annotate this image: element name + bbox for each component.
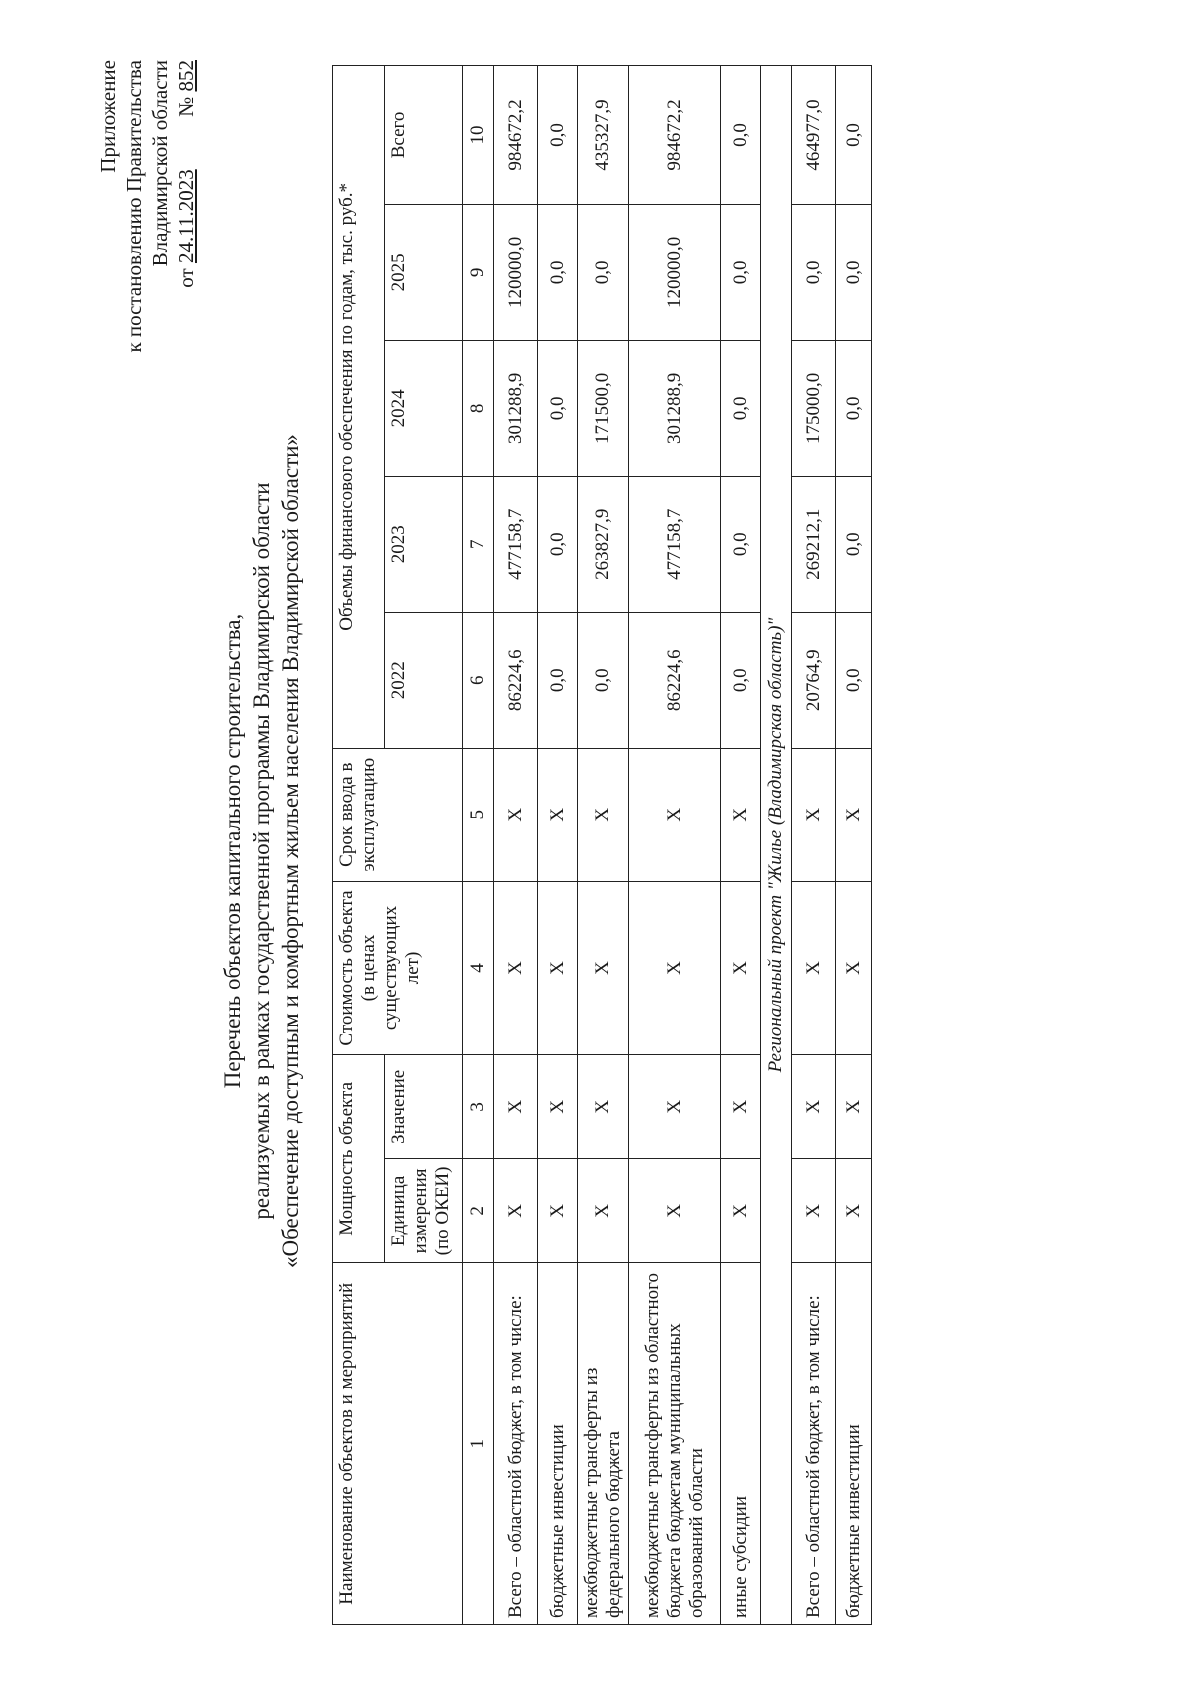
document-title: [218, 0, 305, 1702]
header-year-2025: 2025: [385, 204, 463, 340]
column-number: 4: [463, 881, 494, 1055]
cell-value: Х: [629, 1055, 721, 1159]
cell-2024: 301288,9: [494, 340, 538, 476]
cell-cost: Х: [792, 881, 836, 1055]
header-funding: Объемы финансового обеспечения по годам, тыс. руб.*: [333, 66, 385, 749]
cell-2024: 301288,9: [629, 340, 721, 476]
cell-unit: Х: [721, 1159, 761, 1263]
column-number: 10: [463, 66, 494, 205]
row-name: Всего – областной бюджет, в том числе:: [792, 1263, 836, 1625]
cell-unit: Х: [629, 1159, 721, 1263]
cell-unit: Х: [836, 1159, 872, 1263]
section-title: Региональный проект "Жилье (Владимирская область)": [761, 66, 792, 1625]
column-number: 9: [463, 204, 494, 340]
header-cost: Стоимость объекта (в ценах существующих лет): [333, 881, 463, 1055]
cell-2023: 477158,7: [494, 476, 538, 612]
cell-2024: 0,0: [721, 340, 761, 476]
appendix-line: к постановлению Правительства: [122, 60, 146, 353]
cell-2024: 171500,0: [578, 340, 629, 476]
cell-value: Х: [538, 1055, 578, 1159]
table-row: [721, 66, 761, 1625]
cell-unit: Х: [792, 1159, 836, 1263]
cell-total: 464977,0: [792, 66, 836, 205]
cell-cost: Х: [836, 881, 872, 1055]
table-row: [836, 66, 872, 1625]
number-label: №: [174, 96, 198, 117]
cell-2023: 0,0: [836, 476, 872, 612]
cell-2022: 0,0: [721, 612, 761, 748]
cell-term: Х: [494, 748, 538, 881]
appendix-date-line: [173, 60, 199, 353]
cell-term: Х: [629, 748, 721, 881]
column-number: 6: [463, 612, 494, 748]
cell-total: 0,0: [836, 66, 872, 205]
cell-cost: Х: [721, 881, 761, 1055]
cell-total: 0,0: [538, 66, 578, 205]
cell-2023: 269212,1: [792, 476, 836, 612]
table-row: [629, 66, 721, 1625]
header-capacity: Мощность объекта: [333, 1055, 385, 1263]
cell-2025: 0,0: [538, 204, 578, 340]
table-row: [792, 66, 836, 1625]
cell-2024: 0,0: [836, 340, 872, 476]
from-label: от: [174, 268, 198, 288]
cell-cost: Х: [538, 881, 578, 1055]
cell-value: Х: [721, 1055, 761, 1159]
header-year-2023: 2023: [385, 476, 463, 612]
row-name: бюджетные инвестиции: [836, 1263, 872, 1625]
cell-2023: 0,0: [721, 476, 761, 612]
row-name: иные субсидии: [721, 1263, 761, 1625]
cell-total: 984672,2: [494, 66, 538, 205]
row-name: бюджетные инвестиции: [538, 1263, 578, 1625]
row-name: межбюджетные трансферты из федерального бюджета: [578, 1263, 629, 1625]
cell-2023: 0,0: [538, 476, 578, 612]
header-total: Всего: [385, 66, 463, 205]
cell-2025: 0,0: [836, 204, 872, 340]
appendix-date: 24.11.2023: [174, 169, 198, 264]
cell-total: 435327,9: [578, 66, 629, 205]
header-name: Наименование объектов и мероприятий: [333, 1263, 463, 1625]
cell-value: Х: [494, 1055, 538, 1159]
cell-value: Х: [578, 1055, 629, 1159]
cell-cost: Х: [494, 881, 538, 1055]
cell-2025: 120000,0: [629, 204, 721, 340]
appendix-line: Владимирской области: [148, 60, 172, 267]
cell-2024: 0,0: [538, 340, 578, 476]
header-unit: Единица измерения (по ОКЕИ): [385, 1159, 463, 1263]
cell-2025: 120000,0: [494, 204, 538, 340]
header-year-2024: 2024: [385, 340, 463, 476]
table-row: [578, 66, 629, 1625]
row-name: Всего – областной бюджет, в том числе:: [494, 1263, 538, 1625]
column-number: 1: [463, 1263, 494, 1625]
cell-2022: 0,0: [538, 612, 578, 748]
table-row: [494, 66, 538, 1625]
cell-term: Х: [721, 748, 761, 881]
cell-value: Х: [792, 1055, 836, 1159]
header-value: Значение: [385, 1055, 463, 1159]
header-year-2022: 2022: [385, 612, 463, 748]
title-line: реализуемых в рамках государственной программы Владимирской области: [249, 482, 274, 1220]
cell-term: Х: [538, 748, 578, 881]
cell-2025: 0,0: [721, 204, 761, 340]
appendix-number: 852: [174, 60, 198, 92]
cell-2024: 175000,0: [792, 340, 836, 476]
row-name: межбюджетные трансферты из областного бюджета бюджетам муниципальных образований области: [629, 1263, 721, 1625]
column-number: 3: [463, 1055, 494, 1159]
column-numbers-row: [463, 66, 494, 1625]
title-line: Перечень объектов капитального строительства,: [220, 613, 245, 1089]
section-row: [761, 66, 792, 1625]
capital-objects-table: [332, 65, 872, 1625]
cell-2022: 0,0: [578, 612, 629, 748]
cell-2022: 86224,6: [494, 612, 538, 748]
cell-unit: Х: [494, 1159, 538, 1263]
column-number: 2: [463, 1159, 494, 1263]
appendix-block: [95, 60, 199, 353]
header-term: Срок ввода в эксплуатацию: [333, 748, 463, 881]
cell-unit: Х: [578, 1159, 629, 1263]
cell-total: 984672,2: [629, 66, 721, 205]
title-line: «Обеспечение доступным и комфортным жильем населения Владимирской области»: [278, 434, 303, 1268]
cell-2023: 477158,7: [629, 476, 721, 612]
cell-2025: 0,0: [578, 204, 629, 340]
cell-total: 0,0: [721, 66, 761, 205]
column-number: 8: [463, 340, 494, 476]
cell-term: Х: [792, 748, 836, 881]
cell-2022: 20764,9: [792, 612, 836, 748]
column-number: 7: [463, 476, 494, 612]
cell-2022: 0,0: [836, 612, 872, 748]
cell-unit: Х: [538, 1159, 578, 1263]
cell-value: Х: [836, 1055, 872, 1159]
cell-2025: 0,0: [792, 204, 836, 340]
cell-term: Х: [836, 748, 872, 881]
column-number: 5: [463, 748, 494, 881]
cell-2022: 86224,6: [629, 612, 721, 748]
cell-cost: Х: [629, 881, 721, 1055]
cell-2023: 263827,9: [578, 476, 629, 612]
cell-cost: Х: [578, 881, 629, 1055]
cell-term: Х: [578, 748, 629, 881]
table-row: [538, 66, 578, 1625]
appendix-line: Приложение: [96, 60, 120, 173]
